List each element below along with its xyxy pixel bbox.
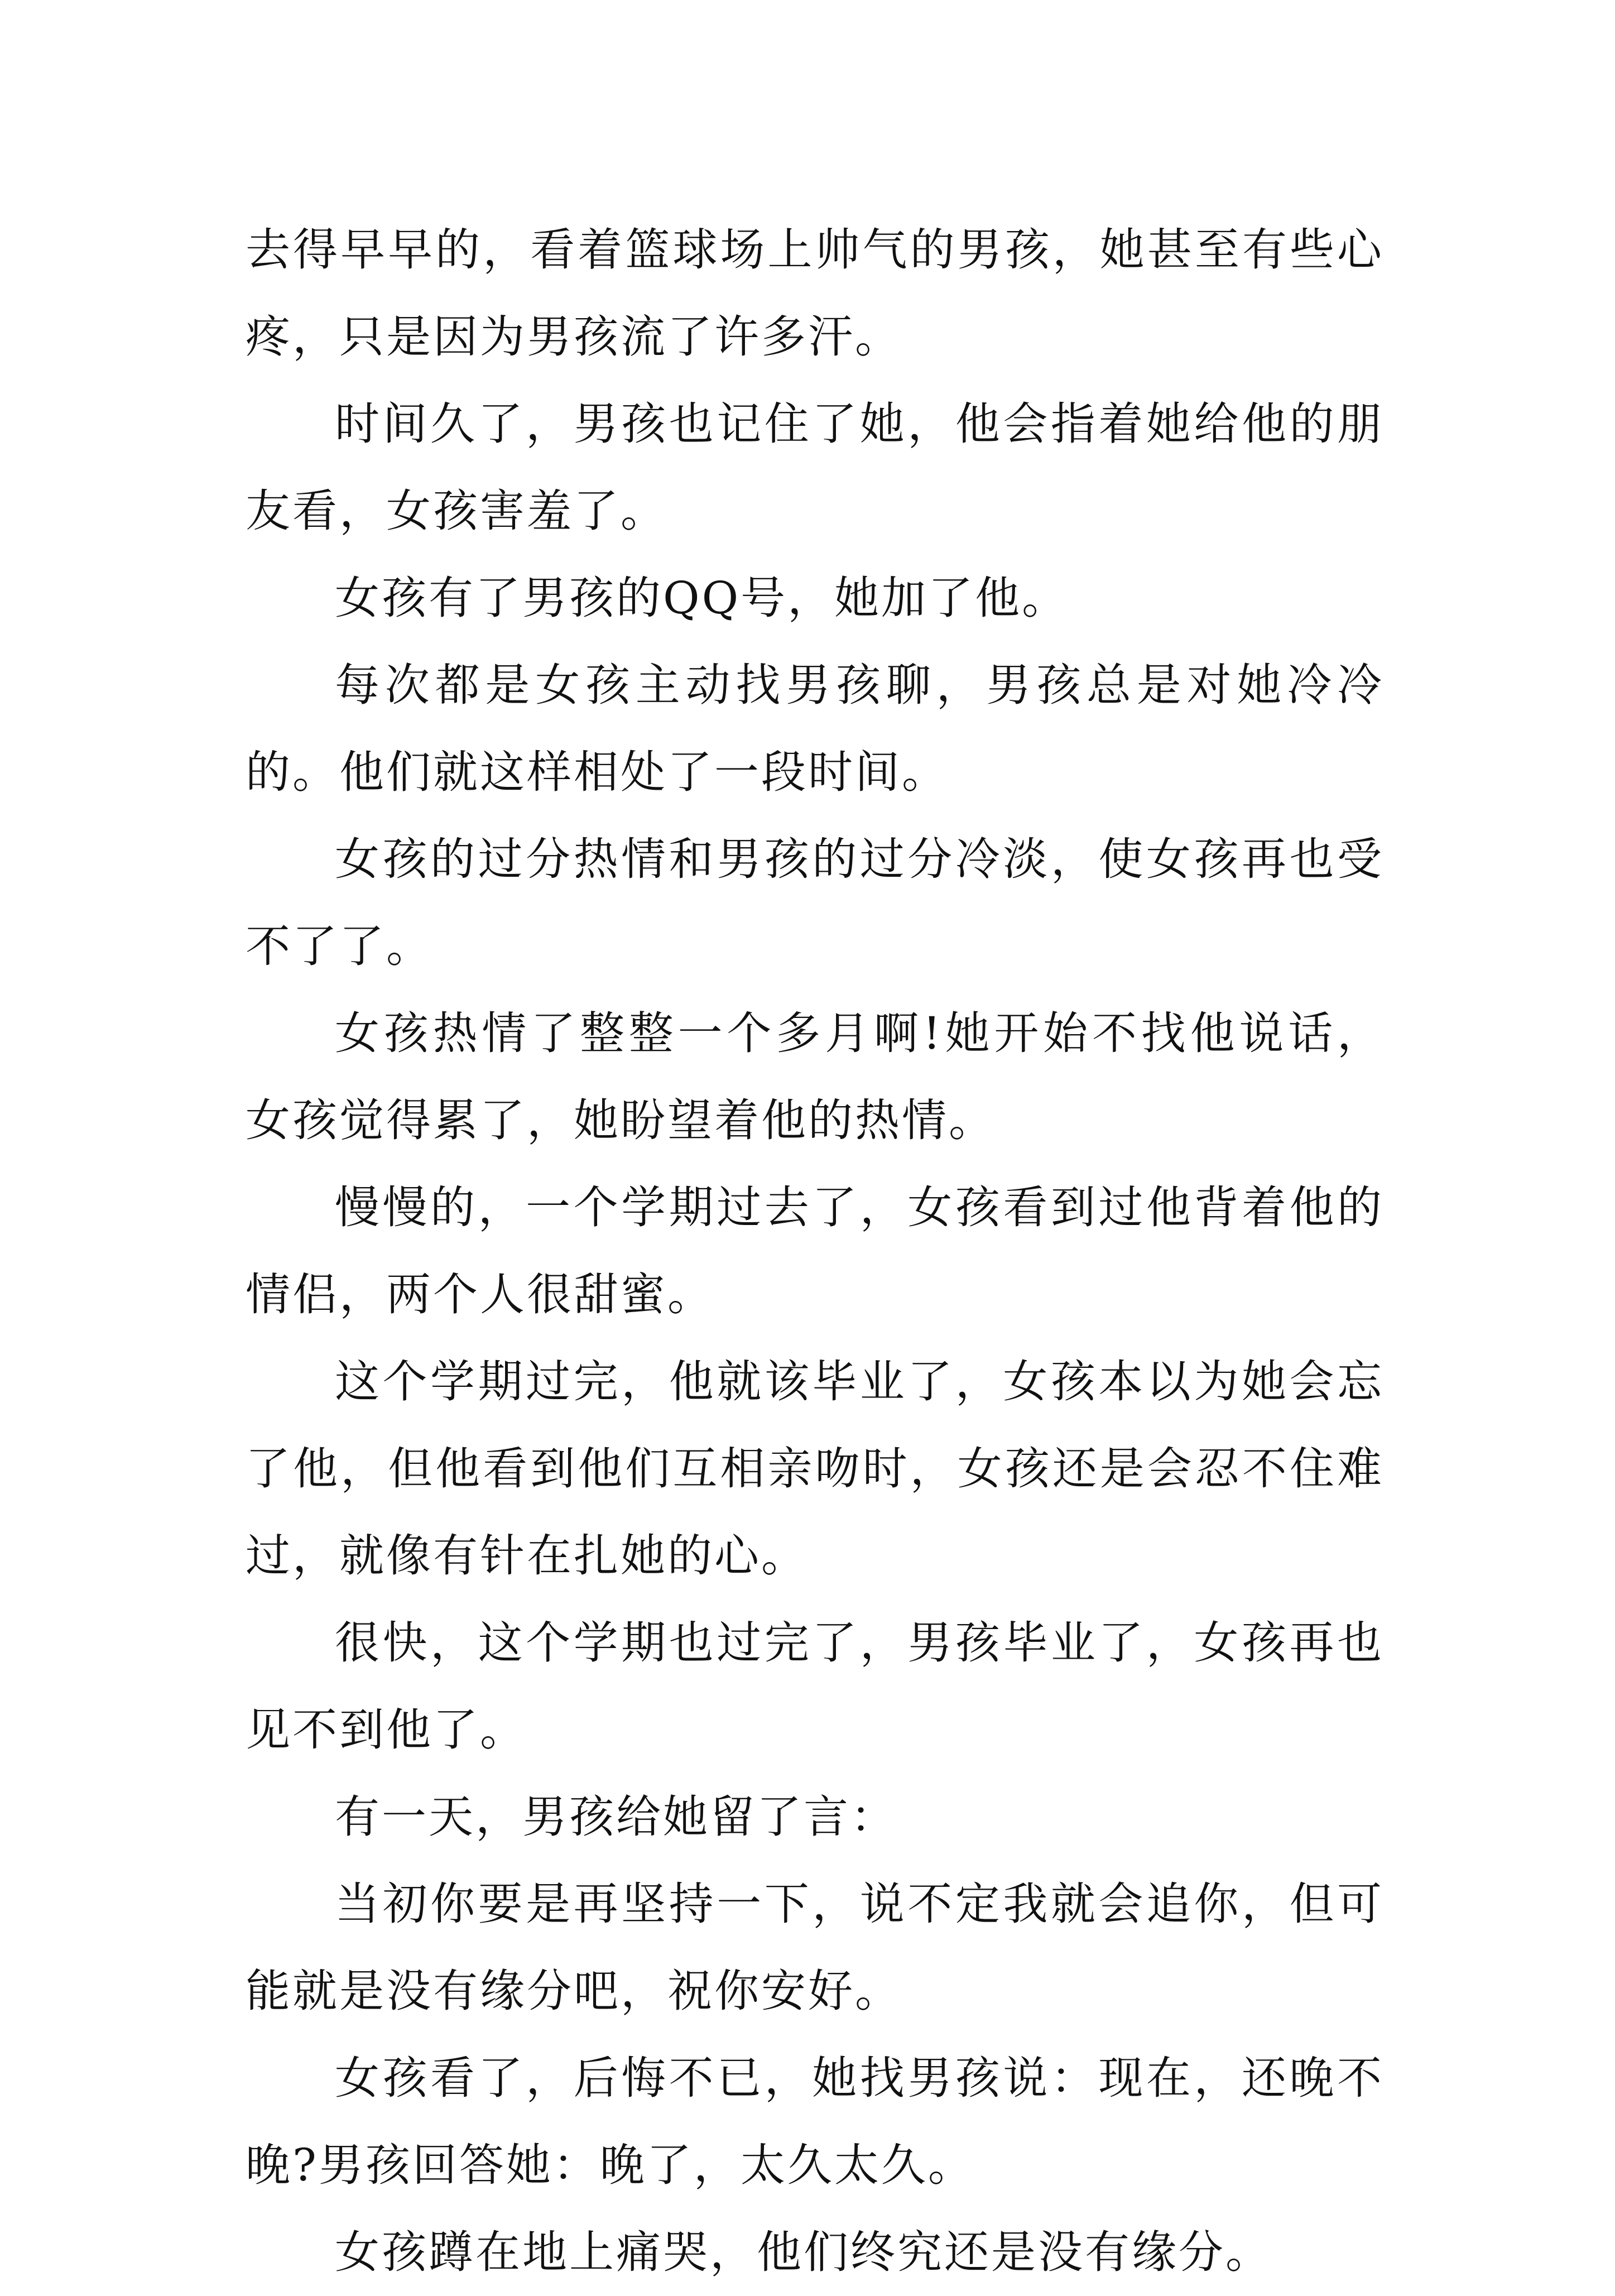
paragraph: 去得早早的，看着篮球场上帅气的男孩，她甚至有些心疼，只是因为男孩流了许多汗。 [246,224,1384,363]
paragraph: 女孩看了，后悔不已，她找男孩说：现在，还晚不晚?男孩回答她：晚了，太久太久。 [246,2052,1384,2191]
paragraph: 女孩热情了整整一个多月啊!她开始不找他说话，女孩觉得累了，她盼望着他的热情。 [246,1007,1384,1146]
paragraph: 时间久了，男孩也记住了她，他会指着她给他的朋友看，女孩害羞了。 [246,398,1384,537]
paragraph: 很快，这个学期也过完了，男孩毕业了，女孩再也见不到他了。 [246,1617,1384,1756]
paragraph: 女孩的过分热情和男孩的过分冷淡，使女孩再也受不了了。 [246,833,1384,972]
paragraph: 当初你要是再坚持一下，说不定我就会追你，但可能就是没有缘分吧，祝你安好。 [246,1878,1384,2017]
paragraph: 女孩蹲在地上痛哭，他们终究还是没有缘分。 [335,2226,1272,2278]
paragraph: 慢慢的，一个学期过去了，女孩看到过他背着他的情侣，两个人很甜蜜。 [246,1181,1384,1320]
paragraph: 有一天，男孩给她留了言： [335,1791,897,1843]
document-body [246,206,1384,2296]
paragraph: 女孩有了男孩的QQ号，她加了他。 [335,572,1069,624]
paragraph: 每次都是女孩主动找男孩聊，男孩总是对她冷冷的。他们就这样相处了一段时间。 [246,659,1384,798]
paragraph: 这个学期过完，他就该毕业了，女孩本以为她会忘了他，但他看到他们互相亲吻时，女孩还是会忍不住难过，就像有针在扎她的心。 [246,1356,1384,1582]
